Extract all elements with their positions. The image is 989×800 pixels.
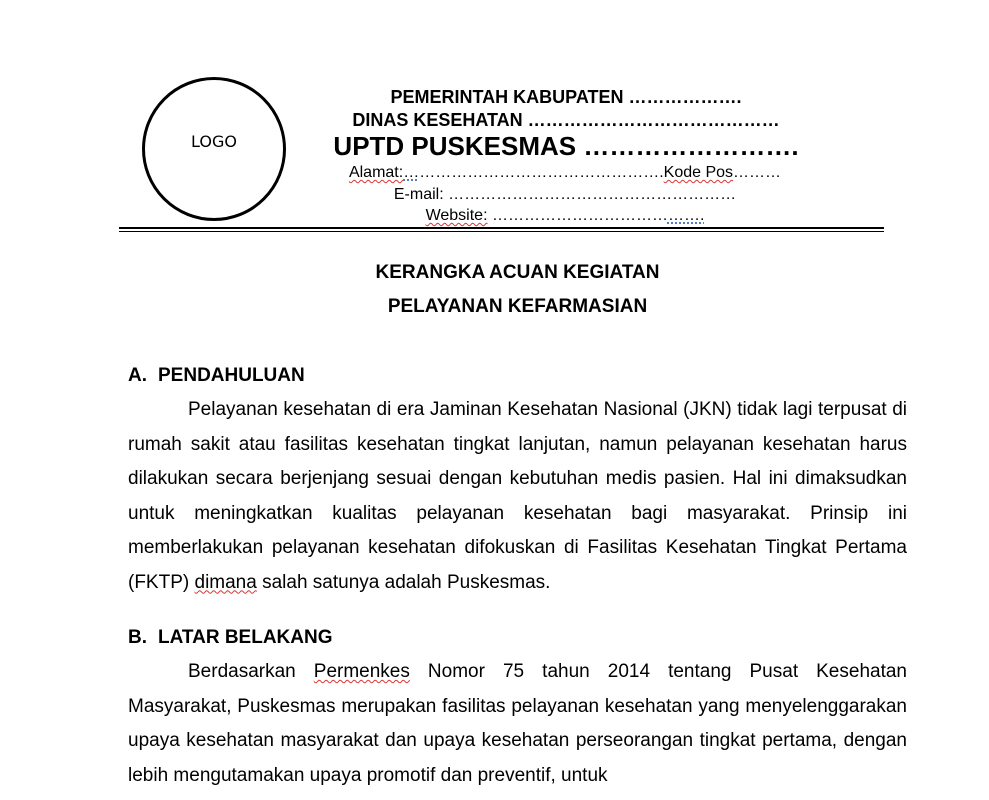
- website-dots: ……………………………: [487, 207, 668, 224]
- section-number: A.: [128, 365, 147, 386]
- logo-label: LOGO: [191, 131, 237, 151]
- section-heading-b: [128, 627, 333, 649]
- website-dots-flagged: …….: [667, 207, 705, 224]
- paragraph-text: salah satunya adalah Puskesmas.: [256, 571, 551, 593]
- document-title-line1: KERANGKA ACUAN KEGIATAN: [375, 262, 660, 283]
- address-label: Alamat:: [348, 164, 404, 181]
- paragraph-text: Nomor 75 tahun 2014 tentang Pusat Kesehatan Masyarakat, Puskesmas merupakan fasilitas pelayanan kesehatan yang menyelenggarakan upaya kesehatan masyarakat dan upaya kesehatan perseorangan tingkat pertama, dengan lebih mengutamakan upaya promotif dan preventif, untuk: [128, 661, 907, 786]
- spellcheck-flagged-word: dimana: [194, 571, 257, 593]
- kop-health-office-line: DINAS KESEHATAN ……………………………………: [352, 110, 780, 130]
- kop-website-line: [300, 207, 830, 225]
- kop-government-line: PEMERINTAH KABUPATEN ……………….: [390, 87, 742, 107]
- section-number: B.: [128, 627, 147, 648]
- kop-puskesmas-name: UPTD PUSKESMAS …………………….: [333, 131, 799, 161]
- kop-email-line: E-mail: ………………………………………………: [393, 186, 737, 203]
- section-paragraph-a: [128, 393, 907, 600]
- section-paragraph-b: [128, 655, 907, 793]
- address-dots-flagged: …: [403, 164, 420, 181]
- postal-dots: ………: [733, 164, 782, 181]
- spellcheck-flagged-word: Permenkes: [313, 661, 410, 682]
- address-dots: ……………………………………….: [419, 164, 664, 181]
- letterhead-rule-thin: [119, 231, 884, 232]
- paragraph-text: Berdasarkan: [188, 661, 314, 682]
- logo-placeholder: [142, 77, 286, 221]
- section-heading-a: [128, 365, 305, 387]
- section-title: LATAR BELAKANG: [158, 627, 333, 648]
- website-label: Website:: [425, 207, 488, 224]
- section-title: PENDAHULUAN: [158, 365, 305, 386]
- kop-address-line: [300, 164, 830, 182]
- document-title-line2: PELAYANAN KEFARMASIAN: [387, 296, 648, 317]
- letterhead-rule-thick: [119, 227, 884, 229]
- postal-label: Kode Pos: [663, 164, 734, 181]
- paragraph-text: Pelayanan kesehatan di era Jaminan Kesehatan Nasional (JKN) tidak lagi terpusat di rumah sakit atau fasilitas kesehatan tingkat lanjutan, namun pelayanan kesehatan harus dilakukan secara berjenjang sesuai dengan kebutuhan medis pasien. Hal ini dimaksudkan untuk meningkatkan kualitas pelayanan kesehatan bagi masyarakat. Prinsip ini memberlakukan pelayanan kesehatan difokuskan di Fasilitas Kesehatan Tingkat Pertama (FKTP): [128, 399, 907, 593]
